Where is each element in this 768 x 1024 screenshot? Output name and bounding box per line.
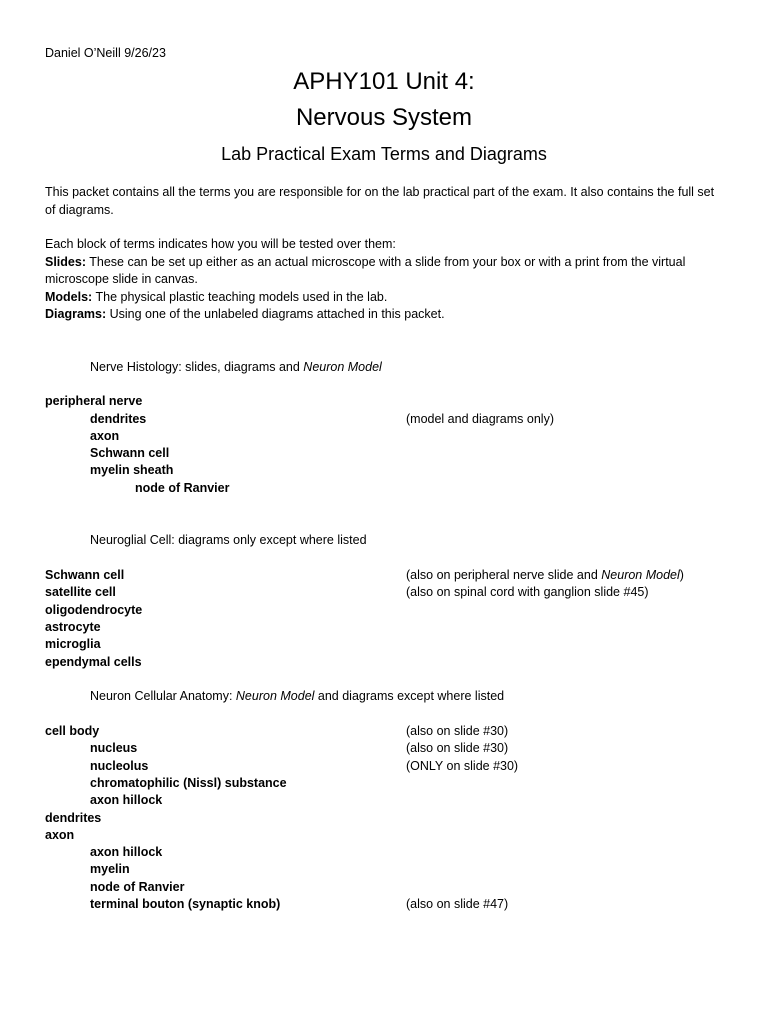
term-nucleolus: nucleolus — [90, 759, 149, 773]
term-axon: axon — [45, 828, 75, 842]
term-axon-hillock: axon hillock — [90, 793, 163, 807]
note-slide-30: (also on slide #30) — [406, 724, 509, 738]
term-microglia: microglia — [45, 637, 101, 651]
term-myelin-sheath: myelin sheath — [90, 463, 174, 477]
note-text-end: ) — [679, 568, 684, 582]
section-heading-nerve-histology — [90, 360, 382, 374]
intro-paragraph: This packet contains all the terms you are responsible for on the lab practical part of the exam. It also contains the full set of diagrams. — [45, 185, 715, 217]
term-chromatophilic-substance: chromatophilic (Nissl) substance — [90, 776, 287, 790]
heading-text: Neuron Cellular Anatomy: — [90, 689, 236, 703]
author-date: Daniel O’Neill 9/26/23 — [45, 46, 166, 60]
term-dendrites: dendrites — [45, 811, 102, 825]
testing-methods-intro: Each block of terms indicates how you will be tested over them: — [45, 237, 396, 251]
term-nucleus: nucleus — [90, 741, 138, 755]
section-heading-neuroglial-cell: Neuroglial Cell: diagrams only except where listed — [90, 533, 367, 547]
note-peripheral-nerve-slide — [406, 568, 684, 582]
slides-definition — [45, 254, 725, 289]
term-peripheral-nerve: peripheral nerve — [45, 394, 143, 408]
term-node-of-ranvier: node of Ranvier — [90, 880, 185, 894]
term-schwann-cell: Schwann cell — [90, 446, 170, 460]
heading-text: Nerve Histology: slides, diagrams and — [90, 360, 304, 374]
document-title-line1: APHY101 Unit 4: — [293, 68, 475, 95]
slides-text: These can be set up either as an actual microscope with a slide from your box or with a print from the virtual microscope slide in canvas. — [45, 254, 686, 286]
note-spinal-cord-slide: (also on spinal cord with ganglion slide #45) — [406, 585, 649, 599]
models-label: Models: — [45, 289, 93, 304]
term-astrocyte: astrocyte — [45, 620, 101, 634]
heading-italic: Neuron Model — [235, 689, 315, 703]
diagrams-label: Diagrams: — [45, 307, 107, 321]
testing-methods-block — [45, 236, 725, 324]
note-text: (also on peripheral nerve slide and — [406, 568, 602, 582]
term-satellite-cell: satellite cell — [45, 585, 116, 599]
note-slide-47: (also on slide #47) — [406, 897, 509, 911]
note-only-slide-30: (ONLY on slide #30) — [406, 759, 519, 773]
term-dendrites: dendrites — [90, 412, 147, 426]
diagrams-text: Using one of the unlabeled diagrams attached in this packet. — [106, 307, 445, 321]
document-subtitle: Lab Practical Exam Terms and Diagrams — [221, 144, 547, 164]
term-terminal-bouton: terminal bouton (synaptic knob) — [90, 897, 281, 911]
document-title-line2: Nervous System — [295, 104, 473, 131]
term-axon: axon — [90, 429, 120, 443]
term-axon-hillock: axon hillock — [90, 845, 163, 859]
models-definition — [45, 289, 725, 307]
section-heading-neuron-anatomy — [90, 689, 504, 703]
heading-text-end: and diagrams except where listed — [314, 689, 505, 703]
diagrams-definition — [45, 306, 725, 324]
term-node-of-ranvier: node of Ranvier — [135, 481, 230, 495]
term-schwann-cell-glial: Schwann cell — [45, 568, 125, 582]
heading-italic: Neuron Model — [303, 360, 382, 374]
note-italic: Neuron Model — [601, 568, 680, 582]
term-myelin: myelin — [90, 862, 130, 876]
models-text: The physical plastic teaching models used in the lab. — [92, 289, 388, 304]
note-model-diagrams: (model and diagrams only) — [406, 412, 554, 426]
term-ependymal-cells: ependymal cells — [45, 655, 142, 669]
note-slide-30: (also on slide #30) — [406, 741, 509, 755]
slides-label: Slides: — [45, 254, 86, 269]
term-oligodendrocyte: oligodendrocyte — [45, 603, 143, 617]
term-cell-body: cell body — [45, 724, 100, 738]
